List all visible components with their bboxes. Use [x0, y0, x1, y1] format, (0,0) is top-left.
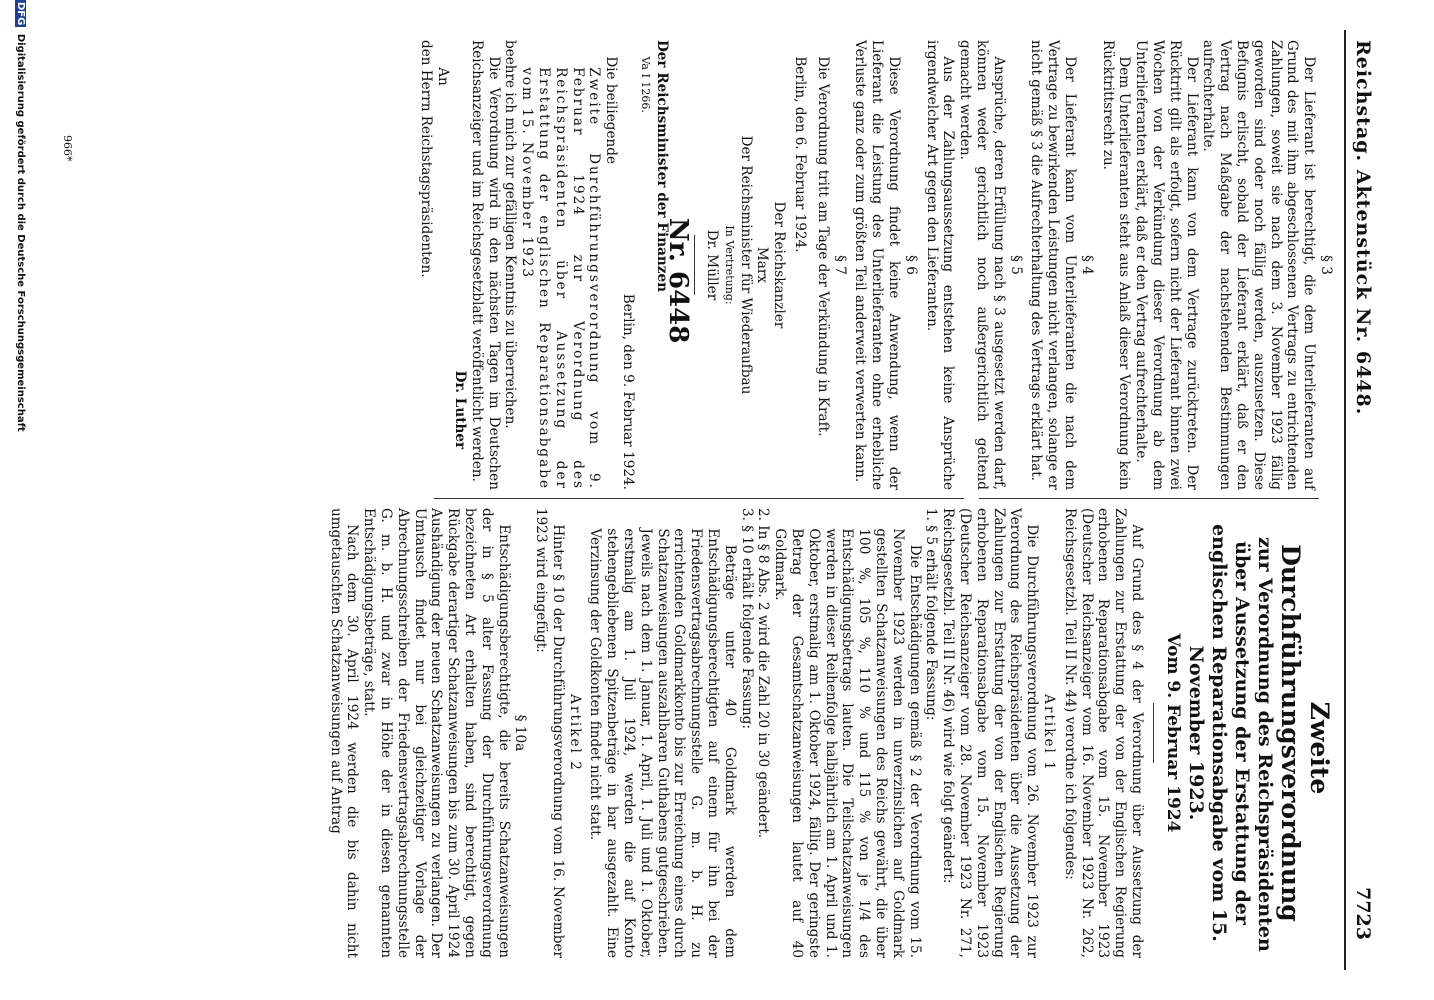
letter-signer: Dr. Luther [451, 370, 468, 450]
document-number: Nr. 6448 [663, 217, 694, 344]
item-1-text: Die Entschädigungen gemäß § 2 der Verordnung vom 15. November 1923 werden in unverzinslichen auf Goldmark gestellten Schatzanweisungen des Reichs gewährt, die über 100 %, 105 %, 110 % und 115 % von je 1/4 des Entschädigungsbetrags lauten. Die Teilschatzanweisungen werden in dieser Reihenfolge halbjährlich am 1. April und 1. Oktober, erstmalig am 1. Oktober 1924, fällig. Der geringste Betrag der Gesamtschatzanweisungen lautet auf 40 Goldmark. [772, 528, 923, 958]
s3-heading: § 3 [1318, 255, 1334, 275]
ordinance-title: Zweite Durchführungsverordnung [1276, 544, 1334, 922]
s10a-paragraph-1: Entschädigungsberechtigte, die bereits Schatzanweisungen der in § 5 alter Fassung der Durchführungsverordnung bezeichneten Art erhalten haben, sind berechtigt, gegen Rückgabe derartiger Schatzanweisungen bis zum 30. April 1924 Aushändigung der neuen Schatzanweisungen zu verlangen. Der Umtausch findet nur bei gleichzeitiger Vorlage der Abrechnungsschreiben der Friedensvertragsabrechnungsstelle G. m. b. H. und zwar in Höhe der in diesen genannten Entschädigungsbeträge, statt. [361, 508, 512, 958]
kanzler-name: Marx [754, 246, 771, 284]
s5-heading: § 5 [1007, 255, 1024, 275]
item-2: 2. In § 8 Abs. 2 wird die Zahl 20 in 30 geändert. [755, 508, 772, 839]
page-number: 7723 [1352, 887, 1374, 940]
digitization-credit [15, 0, 26, 432]
s5-paragraph-1: Ansprüche, deren Erfüllung nach § 3 ausgesetzt werden darf, können weder gerichtlich noch außergerichtlich geltend gemacht werden. [957, 40, 1007, 490]
ordinance-date: Vom 9. Februar 1924 [1163, 633, 1183, 833]
separator-rule [694, 235, 695, 295]
s3-paragraph-1: Der Lieferant ist berechtigt, die dem Unterlieferanten auf Grund des mit ihm abgeschlossenen Vertrags zu entrichtenden Zahlungen, soweit sie nach dem 3. November 1923 fällig geworden sind oder noch fällig werden, auszusetzen. Diese Befugnis erlischt, sobald der Lieferant erklärt, daß er den Vertrag nach Maßgabe der nachstehenden Bestimmungen aufrechterhalte. [1200, 40, 1318, 490]
s3-paragraph-3: Dem Unterlieferanten steht aus Anlaß dieser Verordnung kein Rücktrittsrecht zu. [1099, 40, 1133, 490]
letter-an: An [435, 67, 452, 86]
column-ordinance [54, 508, 1334, 958]
s10a-paragraph-2: Nach dem 30. April 1924 werden die bis dahin nicht umgetauschten Schatzanweisungen auf Antrag [327, 508, 361, 958]
column-divider-lower [434, 498, 964, 499]
title-rule [1153, 703, 1154, 763]
s5-paragraph-2: Aus der Zahlungsaussetzung entstehen keine Ansprüche irgendwelcher Art gegen den Lieferanten. [923, 40, 957, 490]
letter-sender: Der Reichsminister der Finanzen [653, 40, 670, 293]
s3-paragraph-2: Der Lieferant kann von dem Vertrage zurücktreten. Der Rücktritt gilt als erfolgt, sofern nicht der Lieferant binnen zwei Wochen von der Verkündung dieser Verordnung ab dem Unterlieferanten erklärt, daß er den Vertrag aufrechterhalte. [1133, 40, 1200, 490]
letter-intro: Die beiliegende [603, 56, 620, 165]
column-divider [979, 498, 1319, 499]
s4-paragraph: Der Lieferant kann vom Unterlieferanten die nach dem Vertrage zu bewirkenden Leistungen nicht verlangen, solange er nicht gemäß § 3 die Aufrechterhaltung des Vertrags erklärt hat. [1028, 40, 1079, 490]
letter-date: Berlin, den 9. Februar 1924. [619, 293, 636, 490]
s7-heading: § 7 [831, 255, 848, 275]
column-section-texts [54, 40, 1334, 490]
item-3-text: Beträge unter 40 Goldmark werden dem Entschädigungsberechtigten auf einem für ihn bei der Friedensvertragsabrechnungsstelle G. m. b. H. zu errichtenden Goldmarkkonto bis zur Erreichung eines durch Schatzanweisungen auszahlbaren Guthabens gutgeschrieben. Jeweils nach dem 1. Januar, 1. April, 1. Juli und 1. Oktober, erstmalig am 1. Juli 1924, werden die auf Konto stehengebliebenen Spitzenbeträge in bar ausgezahlt. Eine Verzinsung der Goldkonten findet nicht statt. [587, 528, 738, 958]
ordinance-intro: Auf Grund des § 4 der Verordnung über Aussetzung der Zahlungen zur Erstattung der von der Englischen Regierung erhobenen Reparationsabgabe vom 15. November 1923 (Deutscher Reichsanzeiger vom 16. November 1923 Nr. 262, Reichsgesetzbl. Teil II Nr. 44) verordne ich folgendes: [1061, 508, 1145, 958]
vertretung-name: Dr. Müller [704, 229, 721, 301]
s7-paragraph: Die Verordnung tritt am Tage der Verkündung in Kraft. [814, 56, 831, 437]
s4-heading: § 4 [1078, 255, 1095, 275]
running-header [1334, 0, 1374, 1000]
item-1: 1. § 5 erhält folgende Fassung: [923, 508, 940, 721]
vertretung-label: In Vertretung: [722, 225, 736, 305]
credit-text: Digitalisierung gefördert durch die Deutsche Forschungsgemeinschaft [15, 33, 26, 432]
minister-title: Der Reichsminister für Wiederaufbau [737, 135, 754, 395]
letter-paragraph-3: Die Verordnung wird in den nächsten Tagen im Deutschen Reichsanzeiger und im Reichsgesetzblatt veröffentlicht werden. [468, 40, 502, 490]
header-title: Reichstag. Aktenstück Nr. 6448. [1352, 40, 1374, 416]
item-3: 3. § 10 erhält folgende Fassung: [738, 508, 755, 730]
kanzler-title: Der Reichskanzler [771, 201, 788, 329]
dfg-logo: DFG [15, 2, 26, 26]
article-1-paragraph: Die Durchführungsverordnung vom 26. November 1923 zur Verordnung des Reichspräsidenten über die Aussetzung der Zahlungen zur Erstattung der von der Englischen Regierung erhobenen Reparationsabgabe vom 15. November 1923 (Deutscher Reichsanzeiger vom 28. November 1923 Nr. 271, Reichsgesetzbl. Teil II Nr. 46) wird wie folgt geändert: [940, 508, 1041, 958]
signing-date: Berlin, den 6. Februar 1924. [792, 56, 809, 253]
letter-recipient: den Herrn Reichstagspräsidenten. [418, 40, 435, 278]
ordinance-subtitle: zur Verordnung des Reichspräsidenten über Aussetzung der Erstattung der englischen Reparationsabgabe vom 15. November 1923. [1185, 524, 1276, 952]
s6-heading: § 6 [902, 255, 919, 275]
letter-reference: Va I 1266. [638, 56, 652, 113]
s10a-heading: § 10a [512, 714, 529, 752]
header-rule [1344, 30, 1346, 970]
article-1-heading: Artikel 1 [1041, 694, 1058, 772]
s6-paragraph: Diese Verordnung findet keine Anwendung, wenn der Lieferant die Leistung des Unterlieferanten ohne erhebliche Verluste ganz oder zum größten Teil anderweit verwerten kann. [852, 40, 903, 490]
letter-enclosure: Zweite Durchführungsverordnung vom 9. Februar 1924 zur Verordnung des Reichspräsidenten über Aussetzung der Erstattung der englischen Reparationsabgabe vom 15. November 1923 [519, 67, 603, 490]
letter-paragraph-2: beehre ich mich zur gefälligen Kenntnis zu überreichen. [502, 40, 519, 429]
article-2-paragraph: Hinter § 10 der Durchführungsverordnung vom 16. November 1923 wird eingefügt: [533, 508, 566, 958]
article-2-heading: Artikel 2 [566, 694, 583, 772]
archive-stamp: 966* [61, 135, 74, 162]
